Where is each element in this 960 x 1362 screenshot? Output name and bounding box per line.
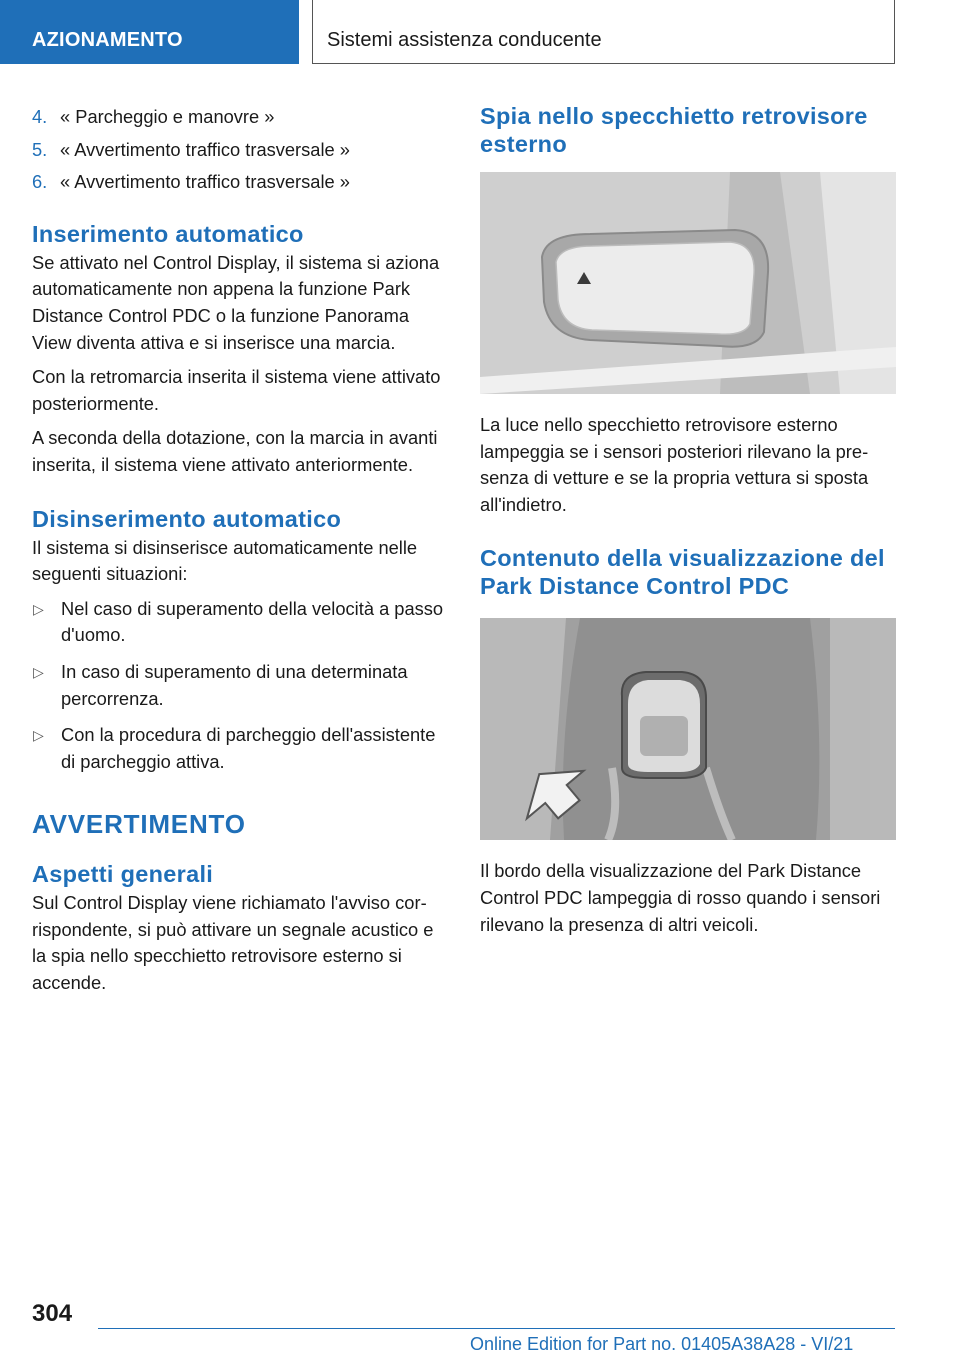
item-text: Con la procedura di parcheggio dell'assistente di parcheggio attiva. — [61, 724, 436, 772]
mirror-illustration — [480, 172, 896, 394]
item-text: « Parcheggio e manovre » — [60, 106, 275, 127]
page-number: 304 — [32, 1300, 73, 1327]
item-text: « Avvertimento traffico trasversale » — [60, 171, 350, 193]
triangle-right-icon: ▷ — [33, 600, 44, 617]
section-tab: AZIONAMENTO — [0, 0, 299, 64]
list-item — [32, 137, 444, 164]
item-number: 6. — [32, 171, 48, 193]
item-text: In caso di superamento di una determinata percorrenza. — [61, 660, 408, 709]
paragraph: La luce nello specchietto retrovisore esterno lampeggia se i sensori posteriori rilevano la presenza di vetture e se la propria vettura si sposta all'indietro. — [480, 414, 869, 515]
warning-label: AVVERTIMENTO — [32, 809, 246, 840]
heading-auto-on: Inserimento automatico — [32, 220, 304, 247]
heading-mirror: Spia nello specchietto retrovisore esterno — [480, 103, 868, 157]
item-number: 4. — [32, 106, 48, 127]
paragraph: Il bordo della visualizzazione del Park Distance Control PDC lampeggia di rosso quando i sensori rilevano la presenza di altri veicoli. — [480, 860, 881, 935]
heading-warning: Aspetti generali — [32, 861, 214, 888]
triangle-right-icon: ▷ — [33, 727, 44, 744]
list-item — [32, 722, 444, 775]
edition-note: Online Edition for Part no. 01405A38A28 - VI/21 — [470, 1334, 854, 1354]
triangle-right-icon: ▷ — [33, 663, 44, 680]
list-item — [32, 104, 444, 131]
bullet-list — [32, 596, 444, 776]
reference-list — [32, 104, 444, 196]
heading-auto-off: Disinserimento automatico — [32, 505, 342, 532]
list-item — [32, 596, 444, 649]
item-text: Nel caso di superamento della velocità a passo d'uomo. — [61, 597, 444, 646]
chapter-title: Sistemi assistenza conducente — [312, 0, 895, 64]
paragraph: Il sistema si disinserisce automaticamente nelle seguenti situazioni: — [32, 536, 418, 585]
item-number: 5. — [32, 138, 48, 160]
paragraph: Sul Control Display viene richiamato l'avviso corrispondente, si può attivare un segnale acustico e la spia nello specchietto retrovisore esterno si accende. — [32, 892, 434, 994]
list-item — [32, 169, 444, 196]
heading-pdc: Contenuto della visualizzazione del Park Distance Control PDC — [480, 545, 885, 600]
pdc-display-illustration — [480, 618, 896, 840]
paragraph: Con la retromarcia inserita il sistema viene attivato posteriormente. — [32, 366, 441, 414]
right-column — [480, 102, 896, 946]
item-text: « Avvertimento traffico trasversale » — [60, 138, 350, 160]
footer-divider — [98, 1328, 895, 1329]
list-item — [32, 659, 444, 712]
paragraph: Se attivato nel Control Display, il sistema si aziona automaticamente non appena la funzione Park Distance Control PDC o la funzione Panorama View diventa attiva e si inserisce una marcia. — [32, 251, 440, 353]
paragraph: A seconda della dotazione, con la marcia in avanti inserita, il sistema viene attivato anteriormente. — [32, 427, 438, 475]
left-column — [32, 104, 444, 1005]
page-header — [0, 0, 960, 66]
